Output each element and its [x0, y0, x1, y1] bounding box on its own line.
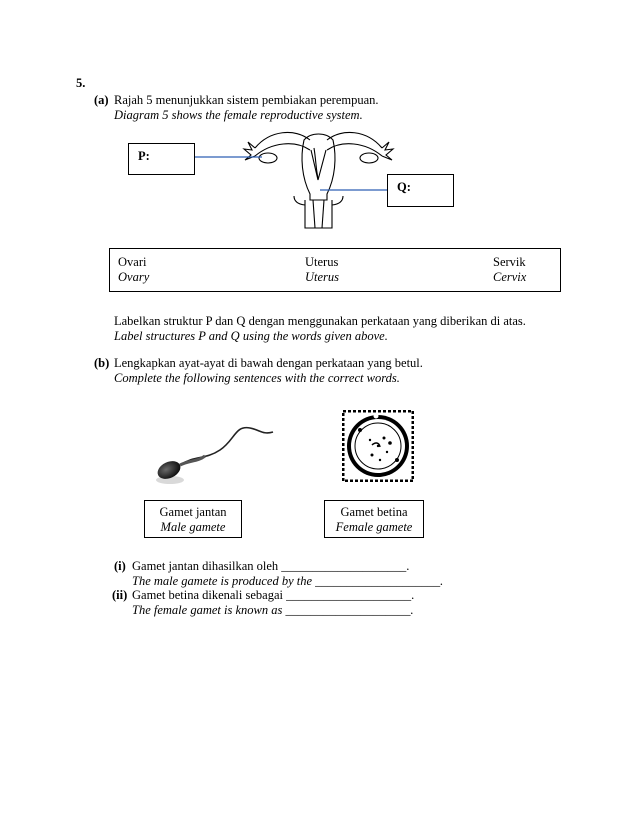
part-a-instruction-en: Label structures P and Q using the words given above.: [114, 329, 388, 343]
label-p: P:: [138, 149, 150, 163]
part-b-marker: (b): [94, 356, 110, 370]
sperm-icon: [135, 410, 295, 500]
word-bank-ms-0: Ovari: [118, 255, 147, 269]
female-gamete-box: [324, 500, 424, 538]
q2-ms[interactable]: Gamet betina dikenali sebagai ____________________.: [132, 588, 415, 602]
female-gamete-en: Female gamete: [335, 520, 413, 534]
male-gamete-box: [144, 500, 242, 538]
word-bank-en-0: Ovary: [118, 270, 150, 284]
ovum-icon: [342, 410, 414, 482]
q1-marker: (i): [114, 559, 126, 573]
female-reproductive-diagram: [0, 0, 638, 240]
part-a-instruction-ms: Labelkan struktur P dan Q dengan menggunakan perkataan yang diberikan di atas.: [114, 314, 526, 328]
q1-en[interactable]: The male gamete is produced by the ____________________.: [132, 574, 444, 588]
part-a-line-en: Diagram 5 shows the female reproductive system.: [114, 108, 363, 122]
part-a-line-ms: Rajah 5 menunjukkan sistem pembiakan perempuan.: [114, 93, 379, 107]
female-gamete-ms: Gamet betina: [340, 505, 408, 519]
male-gamete-ms: Gamet jantan: [159, 505, 227, 519]
question-number: 5.: [76, 76, 86, 90]
word-bank: [109, 248, 561, 292]
reproductive-system-illustration: [244, 132, 393, 228]
part-b-line-ms: Lengkapkan ayat-ayat di bawah dengan perkataan yang betul.: [114, 356, 423, 370]
part-b-line-en: Complete the following sentences with the correct words.: [114, 371, 400, 385]
label-q: Q:: [397, 180, 411, 194]
word-bank-ms-2: Servik: [493, 255, 526, 269]
word-bank-en-1: Uterus: [305, 270, 340, 284]
label-box-p[interactable]: [128, 143, 195, 175]
part-a-marker: (a): [94, 93, 109, 107]
word-bank-ms-1: Uterus: [305, 255, 339, 269]
word-bank-en-2: Cervix: [493, 270, 527, 284]
q2-marker: (ii): [112, 588, 128, 602]
q1-ms[interactable]: Gamet jantan dihasilkan oleh ____________________.: [132, 559, 410, 573]
male-gamete-en: Male gamete: [160, 520, 226, 534]
label-box-q[interactable]: [387, 174, 454, 207]
q2-en[interactable]: The female gamet is known as ____________________.: [132, 603, 414, 617]
